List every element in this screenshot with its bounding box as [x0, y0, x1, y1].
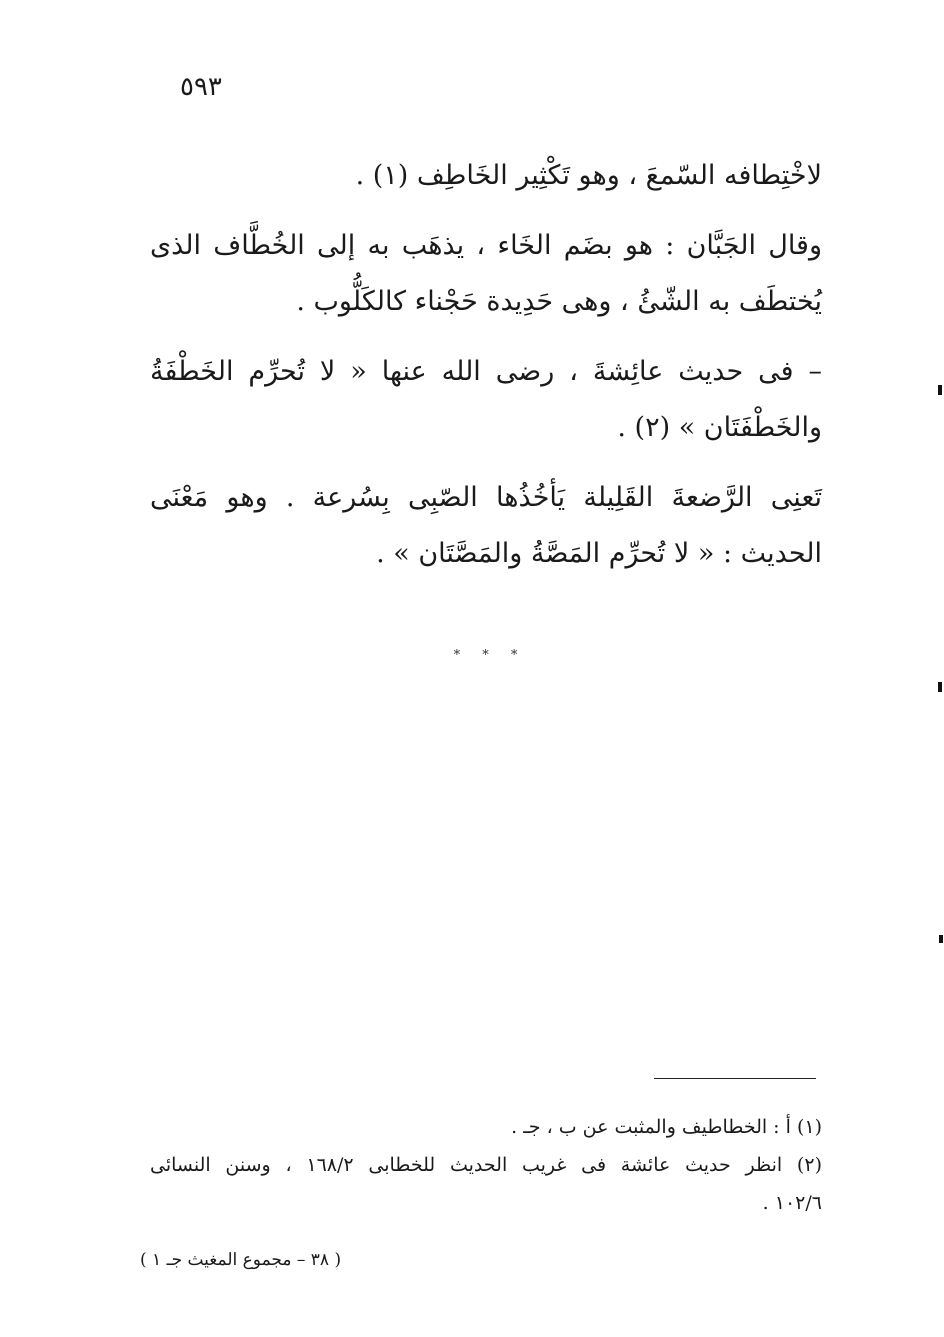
text-line: الحديث : « لا تُحرِّم المَصَّةُ والمَصَّتَان » . [376, 538, 822, 569]
text-line: لاخْتِطافه السّمعَ ، وهو تَكْثِير الخَاطِف (١) . [355, 160, 822, 191]
scan-margin-mark [938, 385, 942, 395]
paragraph-1 [150, 148, 822, 204]
signature-footer: ( ٣٨ – مجموع المغيث جـ ١ ) [140, 1250, 342, 1270]
main-text [150, 148, 822, 596]
footnote-line: (١) أ : الخطاطيف والمثبت عن ب ، جـ . [511, 1116, 822, 1138]
paragraph-2 [150, 218, 822, 330]
paragraph-3 [150, 344, 822, 456]
text-line: تَعنِى الرَّضعةَ القَلِيلة يَأخُذُها الصّبِى بِسُرعة . وهو مَعْنَى [150, 482, 822, 513]
footnote-line: (٢) انظر حديث عائشة فى غريب الحديث للخطابى ١٦٨/٢ ، وسنن النسائى [150, 1154, 822, 1176]
footnote-2 [150, 1146, 822, 1222]
section-separator: * * * [453, 648, 527, 663]
paragraph-4 [150, 470, 822, 582]
scan-margin-mark [938, 682, 942, 692]
text-line: وقال الجَبَّان : هو بضَم الخَاء ، يذهَب به إلى الخُطَّاف الذى [150, 230, 822, 261]
text-line: – فى حديث عائِشةَ ، رضى الله عنها « لا تُحرِّم الخَطْفَةُ [150, 356, 822, 387]
page-number: ٥٩٣ [180, 72, 222, 102]
footnote-divider [654, 1078, 816, 1079]
text-line: يُختطَف به الشّئُ ، وهى حَدِيدة حَجْناء كالكَلُّوب . [296, 286, 822, 317]
text-line: والخَطْفَتَان » (٢) . [617, 412, 822, 443]
footnotes [150, 1108, 822, 1222]
scan-margin-mark [939, 935, 943, 943]
footnote-line: ١٠٢/٦ . [762, 1192, 822, 1214]
footnote-1 [150, 1108, 822, 1146]
